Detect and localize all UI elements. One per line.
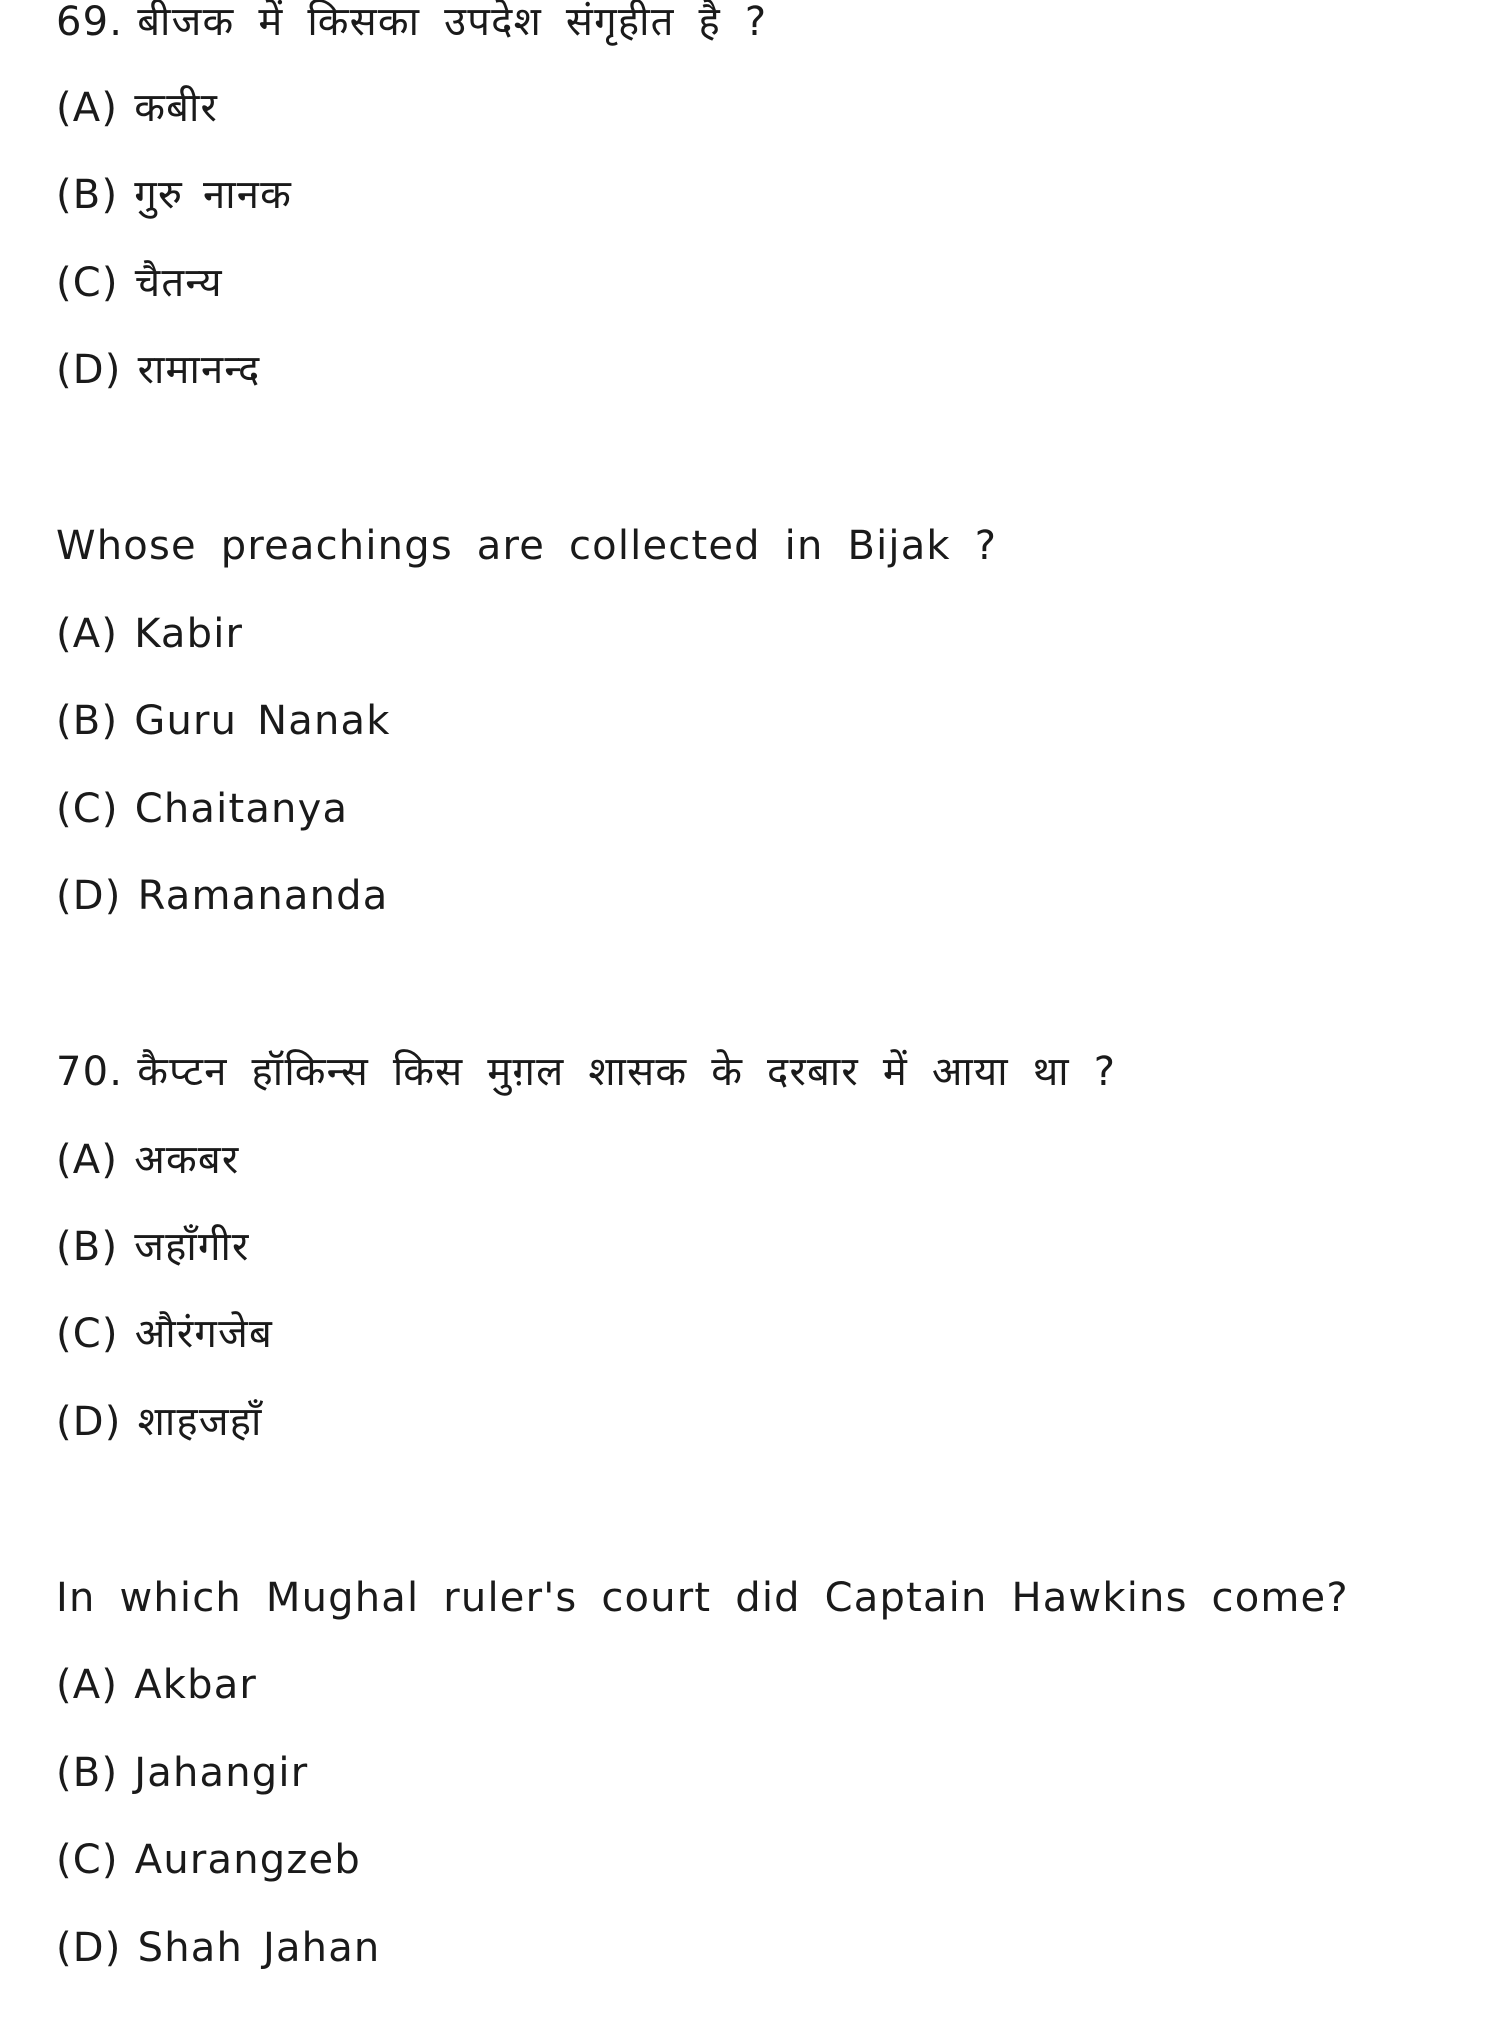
option-label: (B) (56, 172, 119, 218)
option-70-english-a[interactable] (56, 1663, 257, 1707)
question-70-english-stem (56, 1576, 1349, 1620)
option-label: (D) (56, 1399, 122, 1445)
option-70-hindi-b[interactable] (56, 1225, 250, 1269)
option-70-hindi-c[interactable] (56, 1312, 273, 1356)
option-label: (A) (56, 611, 119, 657)
option-text: Ramananda (137, 873, 389, 919)
option-label: (D) (56, 347, 122, 393)
option-label: (B) (56, 1750, 119, 1796)
option-69-hindi-a[interactable] (56, 86, 218, 130)
option-label: (D) (56, 1925, 122, 1971)
option-69-english-d[interactable] (56, 874, 388, 918)
option-text: Aurangzeb (134, 1837, 361, 1883)
option-70-english-d[interactable] (56, 1926, 380, 1970)
option-label: (C) (56, 1837, 119, 1883)
option-text: Chaitanya (134, 786, 349, 832)
option-label: (C) (56, 1311, 119, 1357)
option-label: (A) (56, 1662, 119, 1708)
question-text: In which Mughal ruler's court did Captain Hawkins come? (56, 1575, 1349, 1621)
option-69-english-b[interactable] (56, 699, 391, 743)
option-label: (B) (56, 698, 119, 744)
option-text: Shah Jahan (137, 1925, 381, 1971)
option-label: (B) (56, 1224, 119, 1270)
option-text: शाहजहाँ (137, 1399, 263, 1445)
option-text: गुरु नानक (134, 172, 293, 218)
option-label: (A) (56, 85, 119, 131)
option-label: (A) (56, 1137, 119, 1183)
question-text: कैप्टन हॉकिन्स किस मुग़ल शासक के दरबार में आया था ? (137, 1049, 1117, 1095)
option-text: चैतन्य (134, 260, 223, 306)
option-69-hindi-c[interactable] (56, 261, 223, 305)
question-text: बीजक में किसका उपदेश संगृहीत है ? (137, 0, 768, 45)
option-69-hindi-b[interactable] (56, 173, 292, 217)
question-number: 69. (56, 0, 124, 45)
option-text: कबीर (134, 85, 219, 131)
option-69-hindi-d[interactable] (56, 348, 260, 392)
option-text: Akbar (134, 1662, 258, 1708)
question-69-hindi-stem (56, 0, 767, 44)
question-text: Whose preachings are collected in Bijak ? (56, 523, 998, 569)
option-69-english-c[interactable] (56, 787, 348, 831)
option-label: (C) (56, 786, 119, 832)
question-70-hindi-stem (56, 1050, 1116, 1094)
option-text: अकबर (134, 1137, 240, 1183)
option-label: (D) (56, 873, 122, 919)
option-69-english-a[interactable] (56, 612, 243, 656)
option-text: Kabir (134, 611, 244, 657)
option-70-english-b[interactable] (56, 1751, 308, 1795)
option-text: Guru Nanak (134, 698, 391, 744)
option-70-english-c[interactable] (56, 1838, 361, 1882)
question-number: 70. (56, 1049, 124, 1095)
question-69-english-stem (56, 524, 997, 568)
option-text: जहाँगीर (134, 1224, 250, 1270)
option-text: Jahangir (134, 1750, 309, 1796)
option-label: (C) (56, 260, 119, 306)
option-70-hindi-d[interactable] (56, 1400, 263, 1444)
option-70-hindi-a[interactable] (56, 1138, 239, 1182)
option-text: रामानन्द (137, 347, 261, 393)
option-text: औरंगजेब (134, 1311, 274, 1357)
